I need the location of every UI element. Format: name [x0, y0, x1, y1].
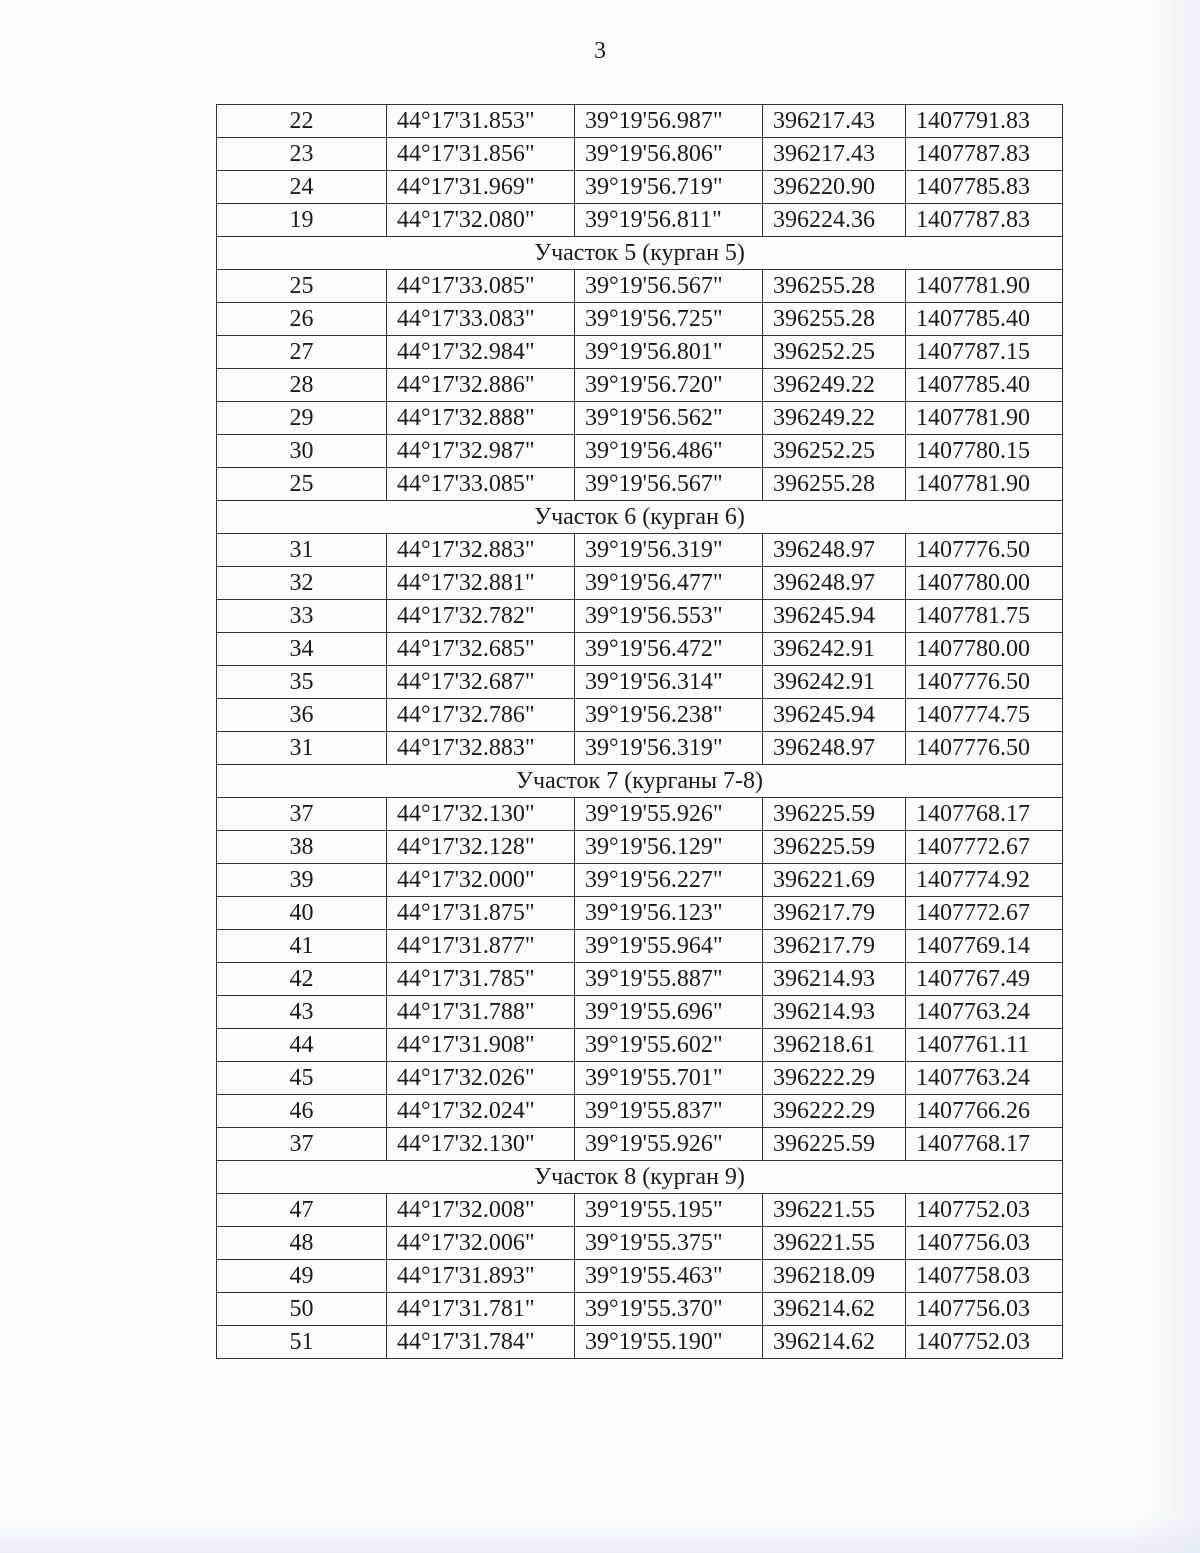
table-row	[217, 369, 1063, 402]
x-coordinate-cell: 396242.91	[763, 633, 906, 666]
table-row	[217, 633, 1063, 666]
table-row	[217, 1326, 1063, 1359]
latitude-cell: 44°17'31.784"	[387, 1326, 575, 1359]
longitude-cell: 39°19'56.129"	[575, 831, 763, 864]
y-coordinate-cell: 1407774.92	[906, 864, 1063, 897]
latitude-cell: 44°17'32.786"	[387, 699, 575, 732]
y-coordinate-cell: 1407769.14	[906, 930, 1063, 963]
latitude-cell: 44°17'32.130"	[387, 1128, 575, 1161]
y-coordinate-cell: 1407785.40	[906, 303, 1063, 336]
longitude-cell: 39°19'55.602"	[575, 1029, 763, 1062]
latitude-cell: 44°17'33.085"	[387, 468, 575, 501]
y-coordinate-cell: 1407781.90	[906, 468, 1063, 501]
latitude-cell: 44°17'32.687"	[387, 666, 575, 699]
x-coordinate-cell: 396255.28	[763, 303, 906, 336]
latitude-cell: 44°17'31.877"	[387, 930, 575, 963]
table-row	[217, 600, 1063, 633]
latitude-cell: 44°17'32.000"	[387, 864, 575, 897]
latitude-cell: 44°17'32.685"	[387, 633, 575, 666]
latitude-cell: 44°17'32.782"	[387, 600, 575, 633]
table-row	[217, 996, 1063, 1029]
longitude-cell: 39°19'56.123"	[575, 897, 763, 930]
y-coordinate-cell: 1407780.00	[906, 567, 1063, 600]
table-row	[217, 336, 1063, 369]
table-row	[217, 732, 1063, 765]
table-row	[217, 303, 1063, 336]
point-number-cell: 35	[217, 666, 387, 699]
longitude-cell: 39°19'55.837"	[575, 1095, 763, 1128]
page-number: 3	[594, 38, 606, 64]
table-row	[217, 897, 1063, 930]
table-row	[217, 204, 1063, 237]
latitude-cell: 44°17'31.908"	[387, 1029, 575, 1062]
y-coordinate-cell: 1407756.03	[906, 1227, 1063, 1260]
y-coordinate-cell: 1407756.03	[906, 1293, 1063, 1326]
longitude-cell: 39°19'56.811"	[575, 204, 763, 237]
x-coordinate-cell: 396242.91	[763, 666, 906, 699]
y-coordinate-cell: 1407776.50	[906, 666, 1063, 699]
point-number-cell: 39	[217, 864, 387, 897]
longitude-cell: 39°19'55.190"	[575, 1326, 763, 1359]
table-row	[217, 798, 1063, 831]
longitude-cell: 39°19'56.319"	[575, 534, 763, 567]
x-coordinate-cell: 396252.25	[763, 435, 906, 468]
y-coordinate-cell: 1407780.15	[906, 435, 1063, 468]
point-number-cell: 49	[217, 1260, 387, 1293]
y-coordinate-cell: 1407785.40	[906, 369, 1063, 402]
longitude-cell: 39°19'56.567"	[575, 270, 763, 303]
section-header-row	[217, 237, 1063, 270]
x-coordinate-cell: 396225.59	[763, 798, 906, 831]
x-coordinate-cell: 396222.29	[763, 1062, 906, 1095]
latitude-cell: 44°17'32.984"	[387, 336, 575, 369]
longitude-cell: 39°19'55.696"	[575, 996, 763, 1029]
latitude-cell: 44°17'32.006"	[387, 1227, 575, 1260]
x-coordinate-cell: 396225.59	[763, 1128, 906, 1161]
table-row	[217, 468, 1063, 501]
x-coordinate-cell: 396249.22	[763, 402, 906, 435]
table-row	[217, 534, 1063, 567]
x-coordinate-cell: 396218.09	[763, 1260, 906, 1293]
section-header-row	[217, 1161, 1063, 1194]
section-title: Участок 5 (курган 5)	[217, 237, 1063, 270]
table-row	[217, 1293, 1063, 1326]
x-coordinate-cell: 396214.62	[763, 1293, 906, 1326]
longitude-cell: 39°19'55.887"	[575, 963, 763, 996]
table-row	[217, 402, 1063, 435]
point-number-cell: 30	[217, 435, 387, 468]
point-number-cell: 33	[217, 600, 387, 633]
section-title: Участок 8 (курган 9)	[217, 1161, 1063, 1194]
point-number-cell: 27	[217, 336, 387, 369]
y-coordinate-cell: 1407781.75	[906, 600, 1063, 633]
point-number-cell: 36	[217, 699, 387, 732]
longitude-cell: 39°19'56.987"	[575, 105, 763, 138]
section-title: Участок 7 (курганы 7-8)	[217, 765, 1063, 798]
latitude-cell: 44°17'32.080"	[387, 204, 575, 237]
point-number-cell: 37	[217, 1128, 387, 1161]
longitude-cell: 39°19'56.562"	[575, 402, 763, 435]
point-number-cell: 28	[217, 369, 387, 402]
x-coordinate-cell: 396217.43	[763, 105, 906, 138]
x-coordinate-cell: 396214.93	[763, 963, 906, 996]
x-coordinate-cell: 396221.55	[763, 1194, 906, 1227]
longitude-cell: 39°19'56.719"	[575, 171, 763, 204]
latitude-cell: 44°17'32.130"	[387, 798, 575, 831]
x-coordinate-cell: 396220.90	[763, 171, 906, 204]
point-number-cell: 22	[217, 105, 387, 138]
x-coordinate-cell: 396249.22	[763, 369, 906, 402]
x-coordinate-cell: 396248.97	[763, 567, 906, 600]
longitude-cell: 39°19'55.195"	[575, 1194, 763, 1227]
longitude-cell: 39°19'56.486"	[575, 435, 763, 468]
longitude-cell: 39°19'55.926"	[575, 1128, 763, 1161]
scan-edge-shading	[1130, 0, 1200, 1553]
section-header-row	[217, 501, 1063, 534]
latitude-cell: 44°17'32.888"	[387, 402, 575, 435]
longitude-cell: 39°19'56.227"	[575, 864, 763, 897]
point-number-cell: 23	[217, 138, 387, 171]
longitude-cell: 39°19'56.319"	[575, 732, 763, 765]
y-coordinate-cell: 1407774.75	[906, 699, 1063, 732]
x-coordinate-cell: 396217.79	[763, 897, 906, 930]
y-coordinate-cell: 1407791.83	[906, 105, 1063, 138]
longitude-cell: 39°19'56.314"	[575, 666, 763, 699]
point-number-cell: 31	[217, 732, 387, 765]
y-coordinate-cell: 1407776.50	[906, 732, 1063, 765]
longitude-cell: 39°19'55.964"	[575, 930, 763, 963]
point-number-cell: 45	[217, 1062, 387, 1095]
coordinates-table	[216, 104, 1063, 1359]
x-coordinate-cell: 396214.93	[763, 996, 906, 1029]
point-number-cell: 46	[217, 1095, 387, 1128]
table-row	[217, 1128, 1063, 1161]
x-coordinate-cell: 396255.28	[763, 468, 906, 501]
x-coordinate-cell: 396221.55	[763, 1227, 906, 1260]
table-row	[217, 1194, 1063, 1227]
point-number-cell: 26	[217, 303, 387, 336]
latitude-cell: 44°17'32.008"	[387, 1194, 575, 1227]
scan-bottom-shading	[0, 1513, 1200, 1553]
y-coordinate-cell: 1407768.17	[906, 798, 1063, 831]
x-coordinate-cell: 396218.61	[763, 1029, 906, 1062]
longitude-cell: 39°19'56.477"	[575, 567, 763, 600]
table-row	[217, 1260, 1063, 1293]
x-coordinate-cell: 396255.28	[763, 270, 906, 303]
longitude-cell: 39°19'56.567"	[575, 468, 763, 501]
section-title: Участок 6 (курган 6)	[217, 501, 1063, 534]
table-row	[217, 831, 1063, 864]
table-row	[217, 171, 1063, 204]
latitude-cell: 44°17'31.856"	[387, 138, 575, 171]
y-coordinate-cell: 1407768.17	[906, 1128, 1063, 1161]
y-coordinate-cell: 1407787.83	[906, 138, 1063, 171]
longitude-cell: 39°19'56.725"	[575, 303, 763, 336]
longitude-cell: 39°19'56.553"	[575, 600, 763, 633]
y-coordinate-cell: 1407752.03	[906, 1326, 1063, 1359]
table-row	[217, 963, 1063, 996]
x-coordinate-cell: 396214.62	[763, 1326, 906, 1359]
point-number-cell: 47	[217, 1194, 387, 1227]
x-coordinate-cell: 396248.97	[763, 534, 906, 567]
table-row	[217, 138, 1063, 171]
y-coordinate-cell: 1407787.83	[906, 204, 1063, 237]
longitude-cell: 39°19'56.720"	[575, 369, 763, 402]
point-number-cell: 31	[217, 534, 387, 567]
y-coordinate-cell: 1407752.03	[906, 1194, 1063, 1227]
x-coordinate-cell: 396245.94	[763, 699, 906, 732]
y-coordinate-cell: 1407763.24	[906, 1062, 1063, 1095]
point-number-cell: 38	[217, 831, 387, 864]
table-row	[217, 105, 1063, 138]
longitude-cell: 39°19'56.801"	[575, 336, 763, 369]
latitude-cell: 44°17'32.026"	[387, 1062, 575, 1095]
y-coordinate-cell: 1407767.49	[906, 963, 1063, 996]
table-row	[217, 1095, 1063, 1128]
y-coordinate-cell: 1407781.90	[906, 270, 1063, 303]
y-coordinate-cell: 1407761.11	[906, 1029, 1063, 1062]
latitude-cell: 44°17'31.853"	[387, 105, 575, 138]
longitude-cell: 39°19'56.806"	[575, 138, 763, 171]
longitude-cell: 39°19'55.701"	[575, 1062, 763, 1095]
y-coordinate-cell: 1407772.67	[906, 897, 1063, 930]
latitude-cell: 44°17'33.083"	[387, 303, 575, 336]
x-coordinate-cell: 396221.69	[763, 864, 906, 897]
point-number-cell: 32	[217, 567, 387, 600]
longitude-cell: 39°19'55.463"	[575, 1260, 763, 1293]
longitude-cell: 39°19'55.370"	[575, 1293, 763, 1326]
latitude-cell: 44°17'31.788"	[387, 996, 575, 1029]
table-row	[217, 270, 1063, 303]
x-coordinate-cell: 396252.25	[763, 336, 906, 369]
table-row	[217, 1062, 1063, 1095]
latitude-cell: 44°17'32.881"	[387, 567, 575, 600]
section-header-row	[217, 765, 1063, 798]
table-row	[217, 1227, 1063, 1260]
x-coordinate-cell: 396245.94	[763, 600, 906, 633]
point-number-cell: 37	[217, 798, 387, 831]
y-coordinate-cell: 1407787.15	[906, 336, 1063, 369]
table-row	[217, 1029, 1063, 1062]
point-number-cell: 44	[217, 1029, 387, 1062]
point-number-cell: 29	[217, 402, 387, 435]
longitude-cell: 39°19'56.472"	[575, 633, 763, 666]
latitude-cell: 44°17'31.781"	[387, 1293, 575, 1326]
x-coordinate-cell: 396217.43	[763, 138, 906, 171]
x-coordinate-cell: 396217.79	[763, 930, 906, 963]
longitude-cell: 39°19'56.238"	[575, 699, 763, 732]
point-number-cell: 48	[217, 1227, 387, 1260]
latitude-cell: 44°17'32.883"	[387, 534, 575, 567]
point-number-cell: 41	[217, 930, 387, 963]
table-row	[217, 435, 1063, 468]
point-number-cell: 25	[217, 468, 387, 501]
point-number-cell: 19	[217, 204, 387, 237]
point-number-cell: 42	[217, 963, 387, 996]
latitude-cell: 44°17'31.893"	[387, 1260, 575, 1293]
latitude-cell: 44°17'32.886"	[387, 369, 575, 402]
table-row	[217, 930, 1063, 963]
latitude-cell: 44°17'31.875"	[387, 897, 575, 930]
latitude-cell: 44°17'32.883"	[387, 732, 575, 765]
y-coordinate-cell: 1407763.24	[906, 996, 1063, 1029]
table-row	[217, 864, 1063, 897]
y-coordinate-cell: 1407776.50	[906, 534, 1063, 567]
latitude-cell: 44°17'33.085"	[387, 270, 575, 303]
longitude-cell: 39°19'55.375"	[575, 1227, 763, 1260]
x-coordinate-cell: 396222.29	[763, 1095, 906, 1128]
x-coordinate-cell: 396224.36	[763, 204, 906, 237]
point-number-cell: 43	[217, 996, 387, 1029]
x-coordinate-cell: 396248.97	[763, 732, 906, 765]
point-number-cell: 24	[217, 171, 387, 204]
latitude-cell: 44°17'32.024"	[387, 1095, 575, 1128]
point-number-cell: 25	[217, 270, 387, 303]
latitude-cell: 44°17'32.128"	[387, 831, 575, 864]
y-coordinate-cell: 1407772.67	[906, 831, 1063, 864]
point-number-cell: 51	[217, 1326, 387, 1359]
y-coordinate-cell: 1407758.03	[906, 1260, 1063, 1293]
latitude-cell: 44°17'31.969"	[387, 171, 575, 204]
latitude-cell: 44°17'31.785"	[387, 963, 575, 996]
point-number-cell: 50	[217, 1293, 387, 1326]
y-coordinate-cell: 1407766.26	[906, 1095, 1063, 1128]
y-coordinate-cell: 1407785.83	[906, 171, 1063, 204]
table-row	[217, 699, 1063, 732]
longitude-cell: 39°19'55.926"	[575, 798, 763, 831]
x-coordinate-cell: 396225.59	[763, 831, 906, 864]
table-row	[217, 567, 1063, 600]
coordinates-table-body	[217, 105, 1063, 1359]
y-coordinate-cell: 1407781.90	[906, 402, 1063, 435]
table-row	[217, 666, 1063, 699]
point-number-cell: 34	[217, 633, 387, 666]
point-number-cell: 40	[217, 897, 387, 930]
y-coordinate-cell: 1407780.00	[906, 633, 1063, 666]
latitude-cell: 44°17'32.987"	[387, 435, 575, 468]
